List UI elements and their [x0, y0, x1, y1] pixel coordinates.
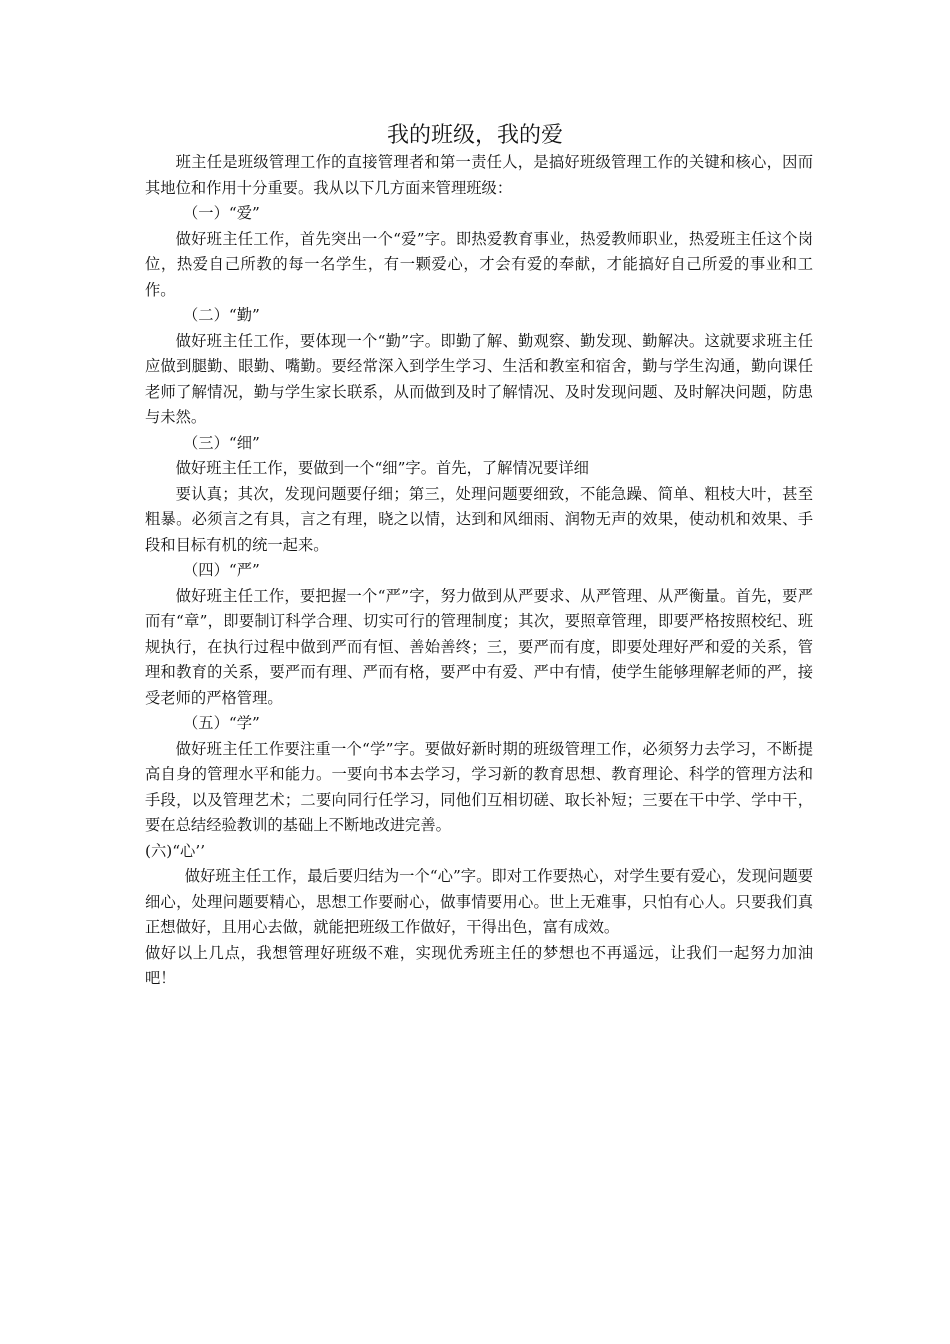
- section-heading-love: （一）“爱”: [183, 204, 260, 222]
- section-heading-heart: (六)“心’’: [145, 841, 206, 860]
- section-heading-strict: （四）“严”: [183, 561, 260, 579]
- intro-paragraph: 班主任是班级管理工作的直接管理者和第一责任人，是搞好班级管理工作的关键和核心，因而其地位和作用十分重要。我从以下几方面来管理班级：: [145, 153, 813, 197]
- page-title: 我的班级，我的爱: [386, 123, 563, 148]
- section-paragraph-heart: 做好班主任工作，最后要归结为一个“心”字。即对工作要热心，对学生要有爱心，发现问题要细心，处理问题要精心，思想工作要耐心，做事情要用心。世上无难事，只怕有心人。只要我们真正想做好，且用心去做，就能把班级工作做好，干得出色，富有成效。: [145, 867, 813, 936]
- section-paragraph-love: 做好班主任工作，首先突出一个“爱”字。即热爱教育事业，热爱教师职业，热爱班主任这个岗位，热爱自己所教的每一名学生，有一颗爱心，才会有爱的奉献，才能搞好自己所爱的事业和工作。: [145, 229, 813, 299]
- section-paragraph-detail-1: 做好班主任工作，要做到一个“细”字。首先，了解情况要详细: [175, 459, 589, 477]
- section-heading-learn: （五）“学”: [183, 714, 260, 732]
- section-heading-detail: （三）“细”: [183, 433, 260, 452]
- section-paragraph-diligence: 做好班主任工作，要体现一个“勤”字。即勤了解、勤观察、勤发现、勤解决。这就要求班主任应做到腿勤、眼勤、嘴勤。要经常深入到学生学习、生活和教室和宿舍，勤与学生沟通，勤向课任老师了解情况，勤与学生家长联系，从而做到及时了解情况、及时发现问题、及时解决问题，防患与未然。: [145, 331, 813, 426]
- document-body: [145, 150, 813, 992]
- section-heading-diligence: （二）“勤”: [183, 306, 260, 324]
- section-paragraph-strict: 做好班主任工作，要把握一个“严”字，努力做到从严要求、从严管理、从严衡量。首先，要严而有“章”，即要制订科学合理、切实可行的管理制度；其次，要照章管理，即要严格按照校纪、班规执行，在执行过程中做到严而有恒、善始善终；三，要严而有度，即要处理好严和爱的关系，管理和教育的关系，要严而有理、严而有格，要严中有爱、严中有情，使学生能够理解老师的严，接受老师的严格管理。: [145, 586, 813, 707]
- section-paragraph-detail-2: 要认真；其次，发现问题要仔细；第三，处理问题要细致，不能急躁、简单、粗枝大叶，甚至粗暴。必须言之有具，言之有理，晓之以情，达到和风细雨、润物无声的效果，使动机和效果、手段和目标有机的统一起来。: [145, 484, 813, 554]
- conclusion-paragraph: 做好以上几点，我想管理好班级不难，实现优秀班主任的梦想也不再遥远，让我们一起努力加油吧！: [145, 943, 813, 987]
- section-paragraph-learn: 做好班主任工作要注重一个“学”字。要做好新时期的班级管理工作，必须努力去学习，不断提高自身的管理水平和能力。一要向书本去学习，学习新的教育思想、教育理论、科学的管理方法和手段，以及管理艺术；二要向同行任学习，同他们互相切磋、取长补短；三要在干中学、学中干，要在总结经验教训的基础上不断地改进完善。: [145, 739, 813, 834]
